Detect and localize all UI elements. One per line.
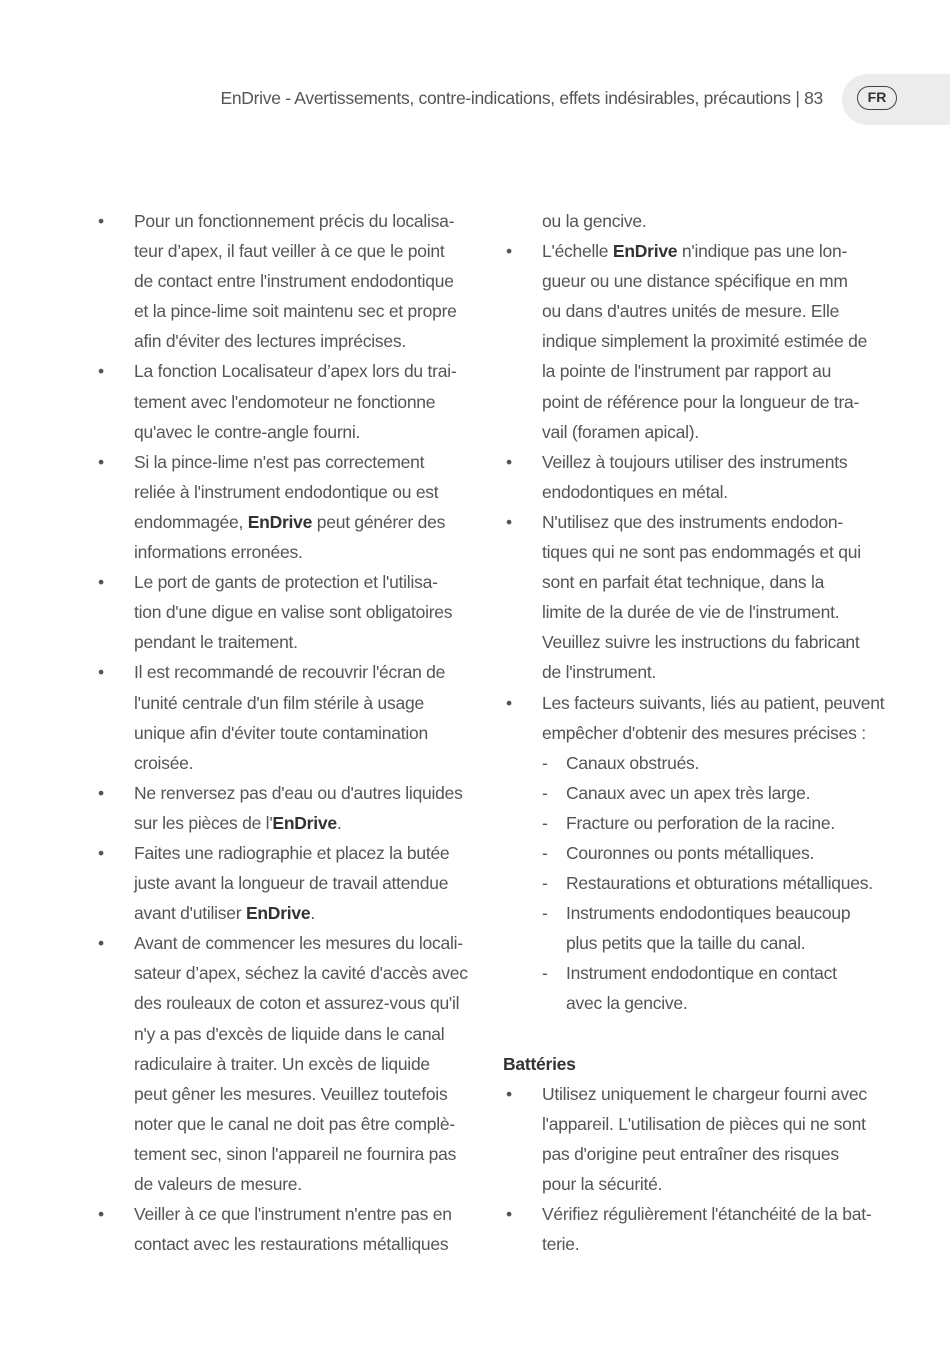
list-item xyxy=(503,507,893,688)
list-item xyxy=(95,206,480,356)
sub-list-item xyxy=(503,838,893,868)
text-line: pour la sécurité. xyxy=(542,1173,663,1194)
sub-list-item xyxy=(503,898,893,958)
dash-icon: - xyxy=(542,903,548,924)
text-line: indique simplement la proximité estimée de xyxy=(542,331,868,352)
product-name: EnDrive xyxy=(272,812,337,833)
dash-icon: - xyxy=(542,812,548,833)
text-line: Faites une radiographie et placez la butée xyxy=(134,842,450,863)
bullet-icon: • xyxy=(98,361,104,382)
text-line: Instruments endodontiques beaucoup xyxy=(566,903,851,924)
sub-bullet-list xyxy=(503,748,893,1019)
right-bullet-list xyxy=(503,236,893,748)
text-line: limite de la durée de vie de l'instrument. xyxy=(542,602,840,623)
text-line: L'échelle EnDrive n'indique pas une lon- xyxy=(542,241,848,262)
list-item xyxy=(95,356,480,446)
text-line: contact avec les restaurations métalliques xyxy=(134,1234,449,1255)
continuation-text: ou la gencive. xyxy=(542,211,647,231)
language-badge: FR xyxy=(857,86,897,110)
list-item xyxy=(95,447,480,567)
text-line: Fracture ou perforation de la racine. xyxy=(566,812,835,833)
text-line: de l'instrument. xyxy=(542,662,657,683)
text-line: sur les pièces de l'EnDrive. xyxy=(134,812,342,833)
text-line: noter que le canal ne doit pas être complè- xyxy=(134,1113,455,1134)
dash-icon: - xyxy=(542,873,548,894)
text-line: teur d’apex, il faut veiller à ce que le point xyxy=(134,241,445,262)
sub-list-item xyxy=(503,748,893,778)
text-line: Ne renversez pas d'eau ou d'autres liquides xyxy=(134,782,463,803)
text-line: Vérifiez régulièrement l'étanchéité de la bat- xyxy=(542,1204,872,1224)
text-line: N'utilisez que des instruments endodon- xyxy=(542,511,843,532)
right-column xyxy=(503,206,893,1259)
list-item xyxy=(95,1199,480,1259)
text-line: Canaux avec un apex très large. xyxy=(566,782,811,803)
text-line: l'unité centrale d'un film stérile à usage xyxy=(134,692,424,713)
text-line: informations erronées. xyxy=(134,542,303,563)
text-line: reliée à l'instrument endodontique ou est xyxy=(134,481,439,502)
dash-icon: - xyxy=(542,963,548,984)
bullet-icon: • xyxy=(506,1204,512,1224)
language-tab xyxy=(842,74,950,125)
bullet-icon: • xyxy=(98,782,104,803)
text-line: Utilisez uniquement le chargeur fourni avec xyxy=(542,1083,867,1104)
text-line: terie. xyxy=(542,1234,580,1255)
bullet-icon: • xyxy=(98,662,104,683)
text-line: qu'avec le contre-angle fourni. xyxy=(134,421,361,442)
list-item xyxy=(95,657,480,777)
text-line: unique afin d'éviter toute contamination xyxy=(134,722,428,743)
left-column xyxy=(95,206,480,1259)
bullet-icon: • xyxy=(98,211,104,231)
text-line: Veillez à toujours utiliser des instruments xyxy=(542,451,848,472)
bullet-icon: • xyxy=(506,1083,512,1104)
text-line: juste avant la longueur de travail attendue xyxy=(134,873,449,894)
bullet-icon: • xyxy=(98,933,104,954)
battery-heading: Battéries xyxy=(503,1053,576,1074)
text-line: Canaux obstrués. xyxy=(566,752,700,773)
text-line: empêcher d'obtenir des mesures précises : xyxy=(542,722,866,743)
bullet-icon: • xyxy=(506,692,512,713)
bullet-icon: • xyxy=(506,511,512,532)
text-line: Pour un fonctionnement précis du localisa- xyxy=(134,211,455,231)
text-line: Veuillez suivre les instructions du fabricant xyxy=(542,632,860,653)
list-item xyxy=(95,928,480,1199)
text-line: sateur d’apex, séchez la cavité d'accès avec xyxy=(134,963,468,984)
text-line: de valeurs de mesure. xyxy=(134,1174,302,1194)
text-line: ou dans d'autres unités de mesure. Elle xyxy=(542,301,840,322)
list-item xyxy=(503,1079,893,1199)
text-line: Les facteurs suivants, liés au patient, peuvent xyxy=(542,692,885,713)
text-line: vail (foramen apical). xyxy=(542,421,699,442)
dash-icon: - xyxy=(542,782,548,803)
product-name: EnDrive xyxy=(247,511,313,532)
text-line: la pointe de l'instrument par rapport au xyxy=(542,361,832,382)
text-line: La fonction Localisateur d’apex lors du trai- xyxy=(134,361,457,382)
text-line: Avant de commencer les mesures du locali- xyxy=(134,933,463,954)
list-item xyxy=(503,1199,893,1259)
dash-icon: - xyxy=(542,752,548,773)
text-line: radiculaire à traiter. Un excès de liquide xyxy=(134,1053,430,1074)
text-line: afin d'éviter des lectures imprécises. xyxy=(134,331,407,352)
sub-list-item xyxy=(503,868,893,898)
text-line: pas d'origine peut entraîner des risques xyxy=(542,1143,839,1164)
text-line: Si la pince-lime n'est pas correctement xyxy=(134,451,425,472)
text-line: Instrument endodontique en contact xyxy=(566,963,837,984)
text-line: point de référence pour la longueur de tra- xyxy=(542,391,860,412)
text-line: tement sec, sinon l'appareil ne fournira pas xyxy=(134,1143,457,1164)
text-line: avant d'utiliser EnDrive. xyxy=(134,903,315,924)
product-name: EnDrive xyxy=(612,241,678,262)
text-line: n'y a pas d'excès de liquide dans le canal xyxy=(134,1023,445,1044)
list-item xyxy=(503,236,893,447)
dash-icon: - xyxy=(542,842,548,863)
bullet-icon: • xyxy=(98,1204,104,1225)
battery-bullet-list xyxy=(503,1079,893,1260)
text-line: tion d'une digue en valise sont obligatoires xyxy=(134,602,453,623)
text-line: Il est recommandé de recouvrir l'écran de xyxy=(134,662,446,683)
list-item xyxy=(95,838,480,928)
sub-list-item xyxy=(503,808,893,838)
list-item xyxy=(503,447,893,507)
text-line: Restaurations et obturations métalliques. xyxy=(566,873,873,894)
sub-list-item xyxy=(503,778,893,808)
text-line: et la pince-lime soit maintenu sec et propre xyxy=(134,301,457,322)
text-line: plus petits que la taille du canal. xyxy=(566,933,806,954)
text-line: Le port de gants de protection et l'utilisa- xyxy=(134,572,438,593)
bullet-icon: • xyxy=(98,451,104,472)
text-line: de contact entre l'instrument endodontique xyxy=(134,271,454,292)
list-item xyxy=(95,778,480,838)
bullet-icon: • xyxy=(506,241,512,262)
text-line: tement avec l'endomoteur ne fonctionne xyxy=(134,391,436,412)
text-line: l'appareil. L'utilisation de pièces qui ne sont xyxy=(542,1113,866,1134)
text-line: tiques qui ne sont pas endommagés et qui xyxy=(542,542,861,563)
text-line: pendant le traitement. xyxy=(134,632,298,653)
text-line: des rouleaux de coton et assurez-vous qu'il xyxy=(134,993,460,1014)
bullet-icon: • xyxy=(98,572,104,593)
list-item xyxy=(95,567,480,657)
list-item xyxy=(503,688,893,748)
product-name: EnDrive xyxy=(245,903,311,924)
text-line: Veiller à ce que l'instrument n'entre pas en xyxy=(134,1204,452,1225)
bullet-icon: • xyxy=(98,842,104,863)
text-line: gueur ou une distance spécifique en mm xyxy=(542,271,848,292)
text-line: Couronnes ou ponts métalliques. xyxy=(566,842,815,863)
text-line: endommagée, EnDrive peut générer des xyxy=(134,511,446,532)
page-header-title: EnDrive - Avertissements, contre-indications, effets indésirables, précautions | 83 xyxy=(220,88,823,108)
text-line: avec la gencive. xyxy=(566,993,688,1014)
text-line: sont en parfait état technique, dans la xyxy=(542,572,825,593)
text-line: peut gêner les mesures. Veuillez toutefois xyxy=(134,1083,448,1104)
text-line: endodontiques en métal. xyxy=(542,481,728,502)
bullet-icon: • xyxy=(506,451,512,472)
text-line: croisée. xyxy=(134,752,194,773)
sub-list-item xyxy=(503,958,893,1018)
